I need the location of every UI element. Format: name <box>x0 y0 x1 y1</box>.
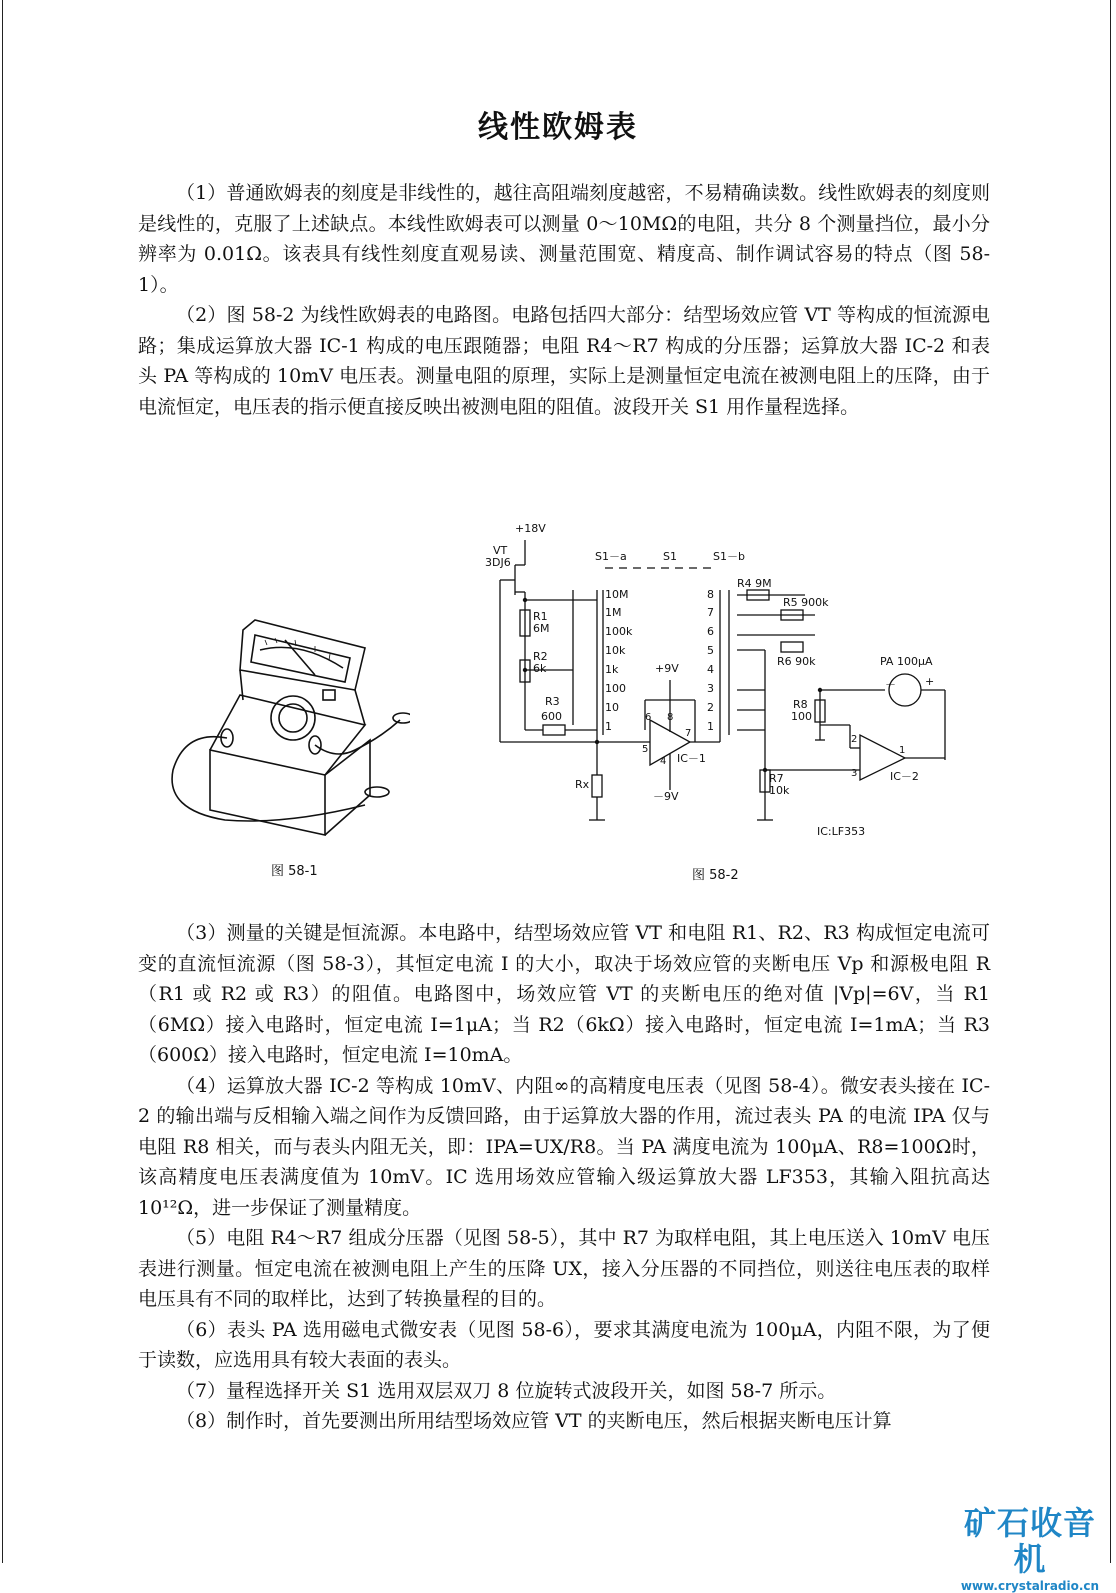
alligator-clip-2 <box>365 787 389 797</box>
position-label-2: 2 <box>707 701 714 714</box>
meter-button <box>323 690 335 700</box>
watermark-title: 矿石收音机 <box>963 1504 1096 1578</box>
page-title: 线性欧姆表 <box>478 110 638 145</box>
rx-label: Rx <box>575 778 590 791</box>
supply-pos-label: +18V <box>515 522 546 535</box>
position-label-6: 6 <box>707 625 714 638</box>
meter-body-front <box>210 750 325 835</box>
ic1-label: IC－1 <box>677 752 706 765</box>
range-label-2: 1M <box>605 606 622 619</box>
position-label-8: 8 <box>707 588 714 601</box>
range-label-1: 10M <box>605 588 629 601</box>
r5-label: R5 900k <box>783 596 829 609</box>
pin-7-label: 7 <box>685 728 692 739</box>
range-label-6: 100 <box>605 682 626 695</box>
r1-value: 6M <box>533 622 550 635</box>
pin-4-label: 4 <box>660 756 667 767</box>
paragraph-2: （2）图 58-2 为线性欧姆表的电路图。电路包括四大部分：结型场效应管 VT 等构成的恒流源电路；集成运算放大器 IC-1 构成的电压跟随器；电阻 R4～R7 构成的分压器；运算放大器 IC-2 和表头 PA 等构成的 10mV 电压表。测量电阻的原理，实际上是测量恒定电流在被测电阻上的压降，由于电流恒定，电压表的指示便直接反映出被测电阻的阻值。波段开关 S1 用作量程选择。 <box>138 304 990 418</box>
meter-range-knob <box>271 696 315 740</box>
ic2-label: IC－2 <box>890 770 919 783</box>
r8-label: R8 <box>793 698 808 711</box>
site-watermark <box>950 1505 1110 1593</box>
paragraph-8: （8）制作时，首先要测出所用结型场效应管 VT 的夹断电压，然后根据夹断电压计算 <box>176 1410 892 1432</box>
range-label-7: 10 <box>605 701 619 714</box>
r1-label: R1 <box>533 610 548 623</box>
r2-value: 6k <box>533 662 547 675</box>
pin-5-label: 5 <box>642 744 649 755</box>
r6-resistor <box>781 642 803 652</box>
range-label-8: 1 <box>605 720 612 733</box>
paragraph-1: （1）普通欧姆表的刻度是非线性的，越往高阻端刻度越密，不易精确读数。线性欧姆表的刻度则是线性的，克服了上述缺点。本线性欧姆表可以测量 0～10MΩ的电阻，共分 8 个测量挡位，最小分辨率为 0.01Ω。该表具有线性刻度直观易读、测量范围宽、精度高、制作调试容易的特点（图 58-1）。 <box>138 182 990 296</box>
meter-body-side <box>325 740 370 835</box>
pa-label: PA 100μA <box>880 655 933 668</box>
pin-1-label: 1 <box>899 745 906 756</box>
switch-b-label: S1－b <box>713 550 745 563</box>
figure-58-1-caption: 图 58-1 <box>271 864 318 879</box>
pin-2-label: 2 <box>851 734 858 745</box>
paragraph-4: （4）运算放大器 IC-2 等构成 10mV、内阻∞的高精度电压表（见图 58-4）。微安表头接在 IC-2 的输出端与反相输入端之间作为反馈回路，由于运算放大器的作用，流过表头 PA 的电流 IPA 仅与电阻 R8 相关，而与表头内阻无关，即：IPA=UX/R8。当 PA 满度电流为 100μA、R8=100Ω时，该高精度电压表满度值为 10mV。IC 选用场效应管输入级运算放大器 LF353，其输入阻抗高达 10¹²Ω，进一步保证了测量精度。 <box>138 1074 990 1219</box>
text-block-top <box>138 178 990 422</box>
vt-type-label: 3DJ6 <box>485 556 511 569</box>
r3-value: 600 <box>541 710 562 723</box>
figure-58-2-circuit-diagram <box>485 520 985 840</box>
vt-label: VT <box>493 544 508 557</box>
pa-plus-label: + <box>925 675 935 688</box>
switch-mid-label: S1 <box>663 550 677 563</box>
pa-minus-label: － <box>885 678 896 691</box>
paragraph-6: （6）表头 PA 选用磁电式微安表（见图 58-6），要求其满度电流为 100μA，内阻不限，为了便于读数，应选用具有较大表面的表头。 <box>138 1318 990 1371</box>
pin-6-label: 6 <box>645 712 652 723</box>
page-border-right <box>1110 0 1111 1563</box>
position-label-3: 3 <box>707 682 714 695</box>
figure-58-1-meter-illustration <box>165 610 410 840</box>
r4-label: R4 9M <box>737 577 772 590</box>
figure-58-2-caption: 图 58-2 <box>692 868 739 883</box>
pin-8-label: 8 <box>667 712 674 723</box>
paragraph-3: （3）测量的关键是恒流源。本电路中，结型场效应管 VT 和电阻 R1、R2、R3 构成恒定电流可变的直流恒流源（图 58-3），其恒定电流 I 的大小，取决于场效应管的夹断电压 Vp 和源极电阻 R（R1 或 R2 或 R3）的阻值。电路图中，场效应管 VT 的夹断电压的绝对值 |Vp|=6V，当 R1（6MΩ）接入电路时，恒定电流 I=1μA；当 R2（6kΩ）接入电路时，恒定电流 I=1mA；当 R3（600Ω）接入电路时，恒定电流 I=10mA。 <box>138 922 990 1066</box>
switch-a-label: S1－a <box>595 550 627 563</box>
r3-label: R3 <box>545 695 560 708</box>
r2-label: R2 <box>533 650 548 663</box>
vcc-neg-label: －9V <box>653 790 679 803</box>
alligator-clip-1 <box>393 713 410 723</box>
text-block-bottom <box>138 918 990 1437</box>
paragraph-7: （7）量程选择开关 S1 选用双层双刀 8 位旋转式波段开关，如图 58-7 所示。 <box>176 1379 837 1402</box>
page-border-left <box>2 0 3 1563</box>
r8-value: 100 <box>791 710 812 723</box>
position-label-5: 5 <box>707 644 714 657</box>
position-label-4: 4 <box>707 663 714 676</box>
paragraph-5: （5）电阻 R4～R7 组成分压器（见图 58-5），其中 R7 为取样电阻，其上电压送入 10mV 电压表进行测量。恒定电流在被测电阻上产生的压降 UX，接入分压器的不同挡位，则送往电压表的取样电压具有不同的取样比，达到了转换量程的目的。 <box>138 1227 990 1310</box>
position-label-7: 7 <box>707 606 714 619</box>
ic-part-label: IC:LF353 <box>817 825 866 838</box>
pin-3-label: 3 <box>851 768 858 779</box>
test-lead-black <box>172 737 365 821</box>
range-label-5: 1k <box>605 663 619 676</box>
r7-label: R7 <box>769 772 784 785</box>
r6-label: R6 90k <box>777 655 816 668</box>
range-label-3: 100k <box>605 625 633 638</box>
range-label-4: 10k <box>605 644 626 657</box>
r7-value: 10k <box>769 784 790 797</box>
vcc-pos-label: +9V <box>655 662 679 675</box>
watermark-url: www.crystalradio.cn <box>960 1579 1100 1593</box>
r3-resistor <box>543 725 565 735</box>
position-label-1: 1 <box>707 720 714 733</box>
meter-scale-arc <box>260 647 343 668</box>
test-lead-red <box>315 720 400 754</box>
rx-resistor <box>592 775 602 797</box>
